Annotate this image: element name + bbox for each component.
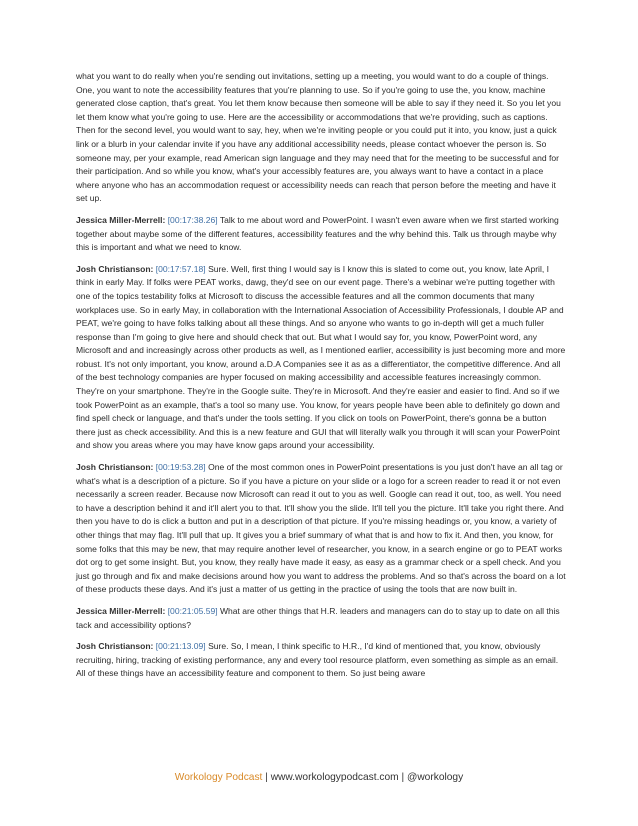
page-footer: [0, 772, 638, 783]
speaker-name: Josh Christianson:: [76, 462, 154, 473]
speaker-name: Josh Christianson:: [76, 641, 154, 652]
timestamp: [00:17:57.18]: [155, 263, 206, 274]
transcript-paragraph: [76, 70, 566, 206]
paragraph-text: What are other things that H.R. leaders and managers can do to stay up to date on all this tack and accessibility options?: [76, 605, 560, 630]
footer-separator: |: [262, 772, 271, 783]
transcript-paragraph: [76, 214, 566, 255]
transcript-body: [76, 70, 566, 689]
footer-brand: Workology Podcast: [174, 772, 263, 783]
paragraph-text: what you want to do really when you're sending out invitations, setting up a meeting, you would want to do a couple of things. One, you want to note the accessibility features that you're planning to use. So if you're going to use the, you know, machine generated close caption, that's great. You let them know because then someone will be able to say if they need it. So you let you let them know what you're going to use. Here are the accessibility or accommodations that we're providing, such as captions. Then for the second level, you would want to say, hey, when we're inviting people or you could put it into, you know, just a quick link or a blurb in your calendar invite if you have any additional accessibility needs, please contact whoever the person is. So someone may, per your example, read American sign language and they may need that for the meeting to be successful and for their participation. And so while you know, what's your accessibly features are, you always want to have a contact in a place where anyone who has an accommodation request or accessibility needs can reach that person before the meeting and have it set up.: [76, 71, 561, 204]
transcript-paragraph: [76, 605, 566, 632]
footer-separator: |: [398, 772, 407, 783]
transcript-paragraph: [76, 461, 566, 597]
timestamp: [00:21:05.59]: [167, 605, 218, 616]
timestamp: [00:21:13.09]: [155, 641, 206, 652]
footer-url[interactable]: www.workologypodcast.com: [270, 772, 399, 783]
timestamp: [00:17:38.26]: [167, 214, 218, 225]
speaker-name: Jessica Miller-Merrell:: [76, 605, 166, 616]
transcript-paragraph: [76, 640, 566, 681]
paragraph-text: Sure. So, I mean, I think specific to H.R., I'd kind of mentioned that, you know, obviously recruiting, hiring, tracking of existing performance, any and every tool resource platform, even something as simple as an email. All of these things have an accessibility feature and component to them. So just being aware: [76, 641, 559, 679]
paragraph-text: One of the most common ones in PowerPoint presentations is you just don't have an all tag or what's what is a description of a picture. So if you have a picture on your slide or a logo for a screen reader to read it or not even necessarily a screen reader. Because now Microsoft can read it out to you as well. Google can read it out, too, as well. You need to have a description behind it and it'll alert you to that. It'll show you the slide. It'll tell you the picture. It'll take you right there. And then you have to do is click a button and put in a description of that picture. If you're missing headings or, you know, a variety of other things that may flag. It'll pull that up. It gives you a brief summary of what that is and how to fix it. And then, you know, for some folks that this may be new, that may require another level of researcher, you know, in a search engine or go to PEAT works dot org to get some insight. But, you know, they really have made it easy, as easy as a grammar check or a spell check. And you just go through and fix and make decisions around how you want to address the problems. And so that's across the board on a lot of these products these days. And it's just a matter of us getting in the practice of using the tools that are now built in.: [76, 462, 566, 595]
transcript-paragraph: [76, 263, 566, 453]
speaker-name: Josh Christianson:: [76, 263, 154, 274]
timestamp: [00:19:53.28]: [155, 462, 206, 473]
footer-handle[interactable]: @workology: [406, 772, 464, 783]
speaker-name: Jessica Miller-Merrell:: [76, 214, 166, 225]
paragraph-text: Sure. Well, first thing I would say is I know this is slated to come out, you know, late April, I think in early May. If folks were PEAT works, dawg, they'd see on our event page. There's a webinar we're putting together with one of the topics testability folks at Microsoft to discuss the accessible features and all the common documents that many workplaces use. So in early May, in collaboration with the International Association of Accessibility Professionals, I double AP and PEAT, we're going to have folks talking about all these things. And so anyone who wants to go in-depth will get a much fuller response than I'm going to give here and should check that out. But what I would say for, you know, PowerPoint word, any Microsoft and and increasingly across other products as well, as I mentioned earlier, accessibility is just becoming more and more robust. It's not only important, you know, around a.D.A Companies see it as as a differentiator, the competitive difference. And all of the best technology companies are hyper focused on making accessibility and accessible features increasingly common. They're on your smartphone. They're in the Google suite. They're in Microsoft. And they're easier and easier to find. And so if we took PowerPoint as an example, that's a tool so many use. You know, for years people have been able to definitely go down and find spell check or language, and that's under the tools setting. If you click on tools on PowerPoint, there's gonna be a button there just as check accessibility. And this is a new feature and GUI that will literally walk you through it will scan your PowerPoint and show you areas where you may have know gaps around your accessibility.: [76, 263, 566, 451]
paragraph-text: Talk to me about word and PowerPoint. I wasn't even aware when we first started working together about maybe some of the different features, accessibility features and the why behind this. Talk us through maybe why this is important and what we need to know.: [76, 214, 559, 253]
